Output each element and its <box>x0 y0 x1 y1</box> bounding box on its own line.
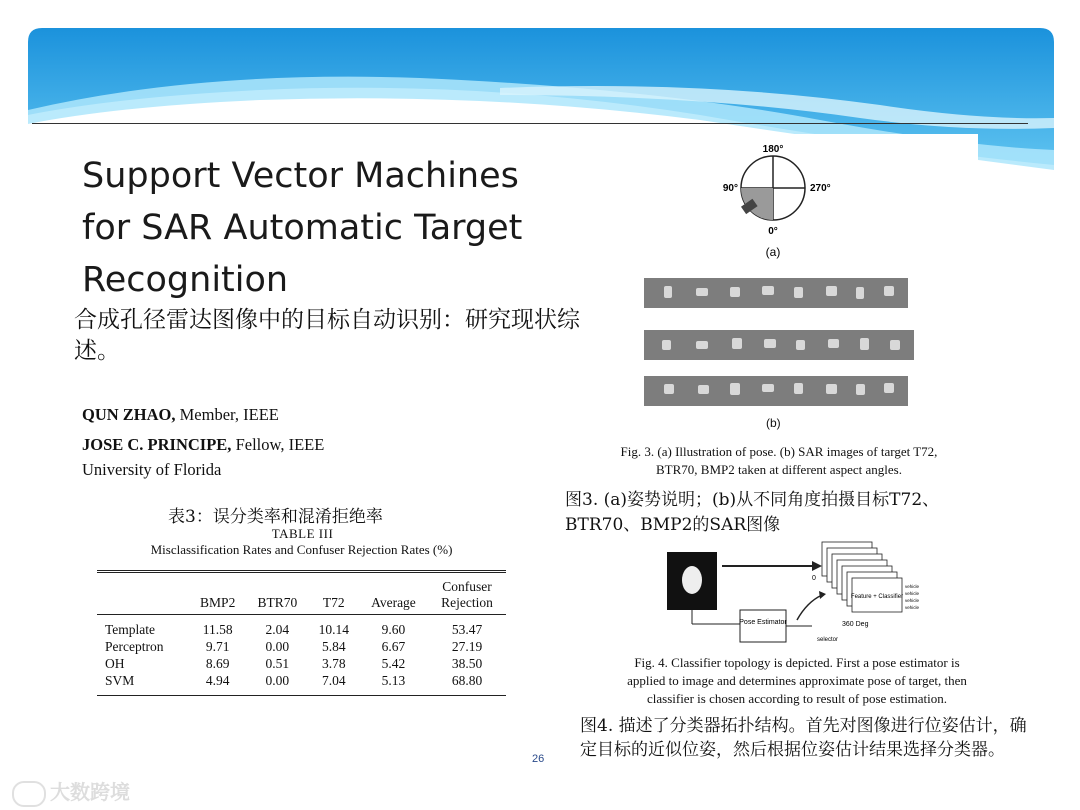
chinese-title: 合成孔径雷达图像中的目标自动识别：研究现状综述。 <box>74 307 580 364</box>
table-cell: 38.50 <box>451 656 483 671</box>
table-caption: Misclassification Rates and Confuser Rejection Rates (%) <box>150 542 453 557</box>
table-header-cell <box>97 572 189 615</box>
fig3-label-a: (a) <box>765 245 781 259</box>
table-header-row <box>97 572 506 615</box>
table-cell: 11.58 <box>202 622 233 637</box>
table-label-cn: 表3：误分类率和混淆拒绝率 <box>168 507 383 527</box>
table-header-cell: BTR70 <box>246 572 309 615</box>
deg-label: 360 Deg <box>842 621 869 628</box>
table-cell: SVM <box>105 673 135 688</box>
table-cell: 0.51 <box>265 656 290 671</box>
table-cell: 4.94 <box>205 673 230 688</box>
table-cell: 0.00 <box>265 673 290 688</box>
vehicle-label: vehicle <box>905 598 920 603</box>
affiliation: University of Florida <box>82 460 222 479</box>
table-row <box>97 638 506 655</box>
table-cell: Template <box>105 622 156 637</box>
fig3-caption-cn: 图3. (a)姿势说明；(b)从不同角度拍摄目标T72、BTR70、BMP2的SAR图像 <box>565 490 940 535</box>
classifier-topology-figure <box>662 540 922 650</box>
table-cell: 5.13 <box>381 673 406 688</box>
fig4-caption-en: Fig. 4. Classifier topology is depicted. First a pose estimator is applied to image and determines approximate pose of target, then classifier is chosen according to result of pose estimation. <box>627 655 967 706</box>
author-2: JOSE C. PRINCIPE, Fellow, IEEE <box>82 435 325 454</box>
pose-estimator-box <box>740 610 786 642</box>
rates-table <box>97 570 506 696</box>
paper-title: Support Vector Machines for SAR Automatic Target Recognition <box>82 156 523 300</box>
table-row <box>97 615 506 639</box>
table-cell: 2.04 <box>265 622 290 637</box>
table-cell: 10.14 <box>318 622 349 637</box>
selector-label: selector <box>817 637 839 643</box>
angle-180: 180° <box>762 144 784 155</box>
table-cell: 9.71 <box>205 639 230 654</box>
table-cell: 7.04 <box>321 673 346 688</box>
fig3-label-b: (b) <box>766 416 781 430</box>
angle-90: 90° <box>722 183 738 194</box>
table-cell: 5.84 <box>321 639 346 654</box>
table-number: TABLE III <box>271 526 334 541</box>
header-rule <box>32 123 1028 124</box>
vehicle-label: vehicle <box>905 605 920 610</box>
angle-0: 0° <box>768 226 778 237</box>
classifier-stack <box>822 542 902 612</box>
zero-degree-label: 0 <box>812 575 816 582</box>
table-cell: Perceptron <box>105 639 164 654</box>
sar-targets <box>644 278 916 408</box>
table-cell: 0.00 <box>265 639 290 654</box>
table-header-cell: Confuser Rejection <box>428 572 506 615</box>
page-number: 26 <box>532 753 545 765</box>
table-row <box>97 655 506 672</box>
fig3-caption-en: Fig. 3. (a) Illustration of pose. (b) SAR images of target T72, BTR70, BMP2 taken at different aspect angles. <box>620 444 938 477</box>
author-1: QUN ZHAO, Member, IEEE <box>82 405 279 424</box>
watermark: 大数跨境 <box>12 776 130 807</box>
table-cell: 6.67 <box>381 639 406 654</box>
fig4-caption-cn: 图4. 描述了分类器拓扑结构。首先对图像进行位姿估计，确定目标的近似位姿，然后根据位姿估计结果选择分类器。 <box>580 716 1027 760</box>
author-block <box>82 402 324 482</box>
table-row <box>97 672 506 696</box>
table-header-cell: Average <box>359 572 428 615</box>
table-header-cell: BMP2 <box>189 572 246 615</box>
table-cell: 5.42 <box>381 656 406 671</box>
table-cell: 53.47 <box>451 622 483 637</box>
vehicle-label: vehicle <box>905 584 920 589</box>
watermark-logo-icon <box>12 781 46 807</box>
feature-classifier-label: Feature + Classifier <box>850 594 904 600</box>
pose-estimator-label: Pose Estimator <box>739 619 787 626</box>
angle-270: 270° <box>810 183 831 194</box>
pose-diagram <box>723 144 831 259</box>
table-cell: 27.19 <box>451 639 483 654</box>
vehicle-label: vehicle <box>905 591 920 596</box>
table-cell: OH <box>105 656 125 671</box>
table-cell: 8.69 <box>205 656 230 671</box>
table-cell: 68.80 <box>451 673 483 688</box>
table-header-cell: T72 <box>309 572 359 615</box>
table-cell: 3.78 <box>321 656 346 671</box>
table-cell: 9.60 <box>381 622 406 637</box>
